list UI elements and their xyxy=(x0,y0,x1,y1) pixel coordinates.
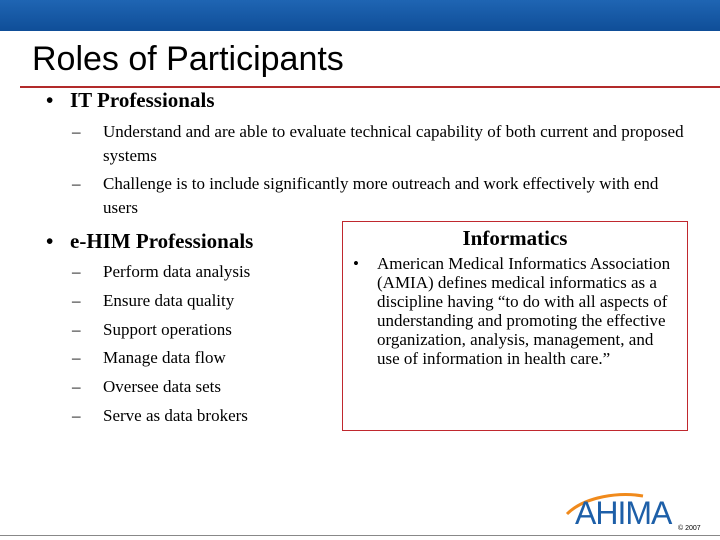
bullet-glyph: • xyxy=(353,254,359,273)
list-item-text: Perform data analysis xyxy=(103,262,251,281)
list-item xyxy=(72,120,692,168)
it-professionals-label: IT Professionals xyxy=(70,88,215,112)
it-professionals-heading xyxy=(46,88,215,113)
top-banner xyxy=(0,0,720,31)
dash-glyph: – xyxy=(72,262,81,281)
informatics-title: Informatics xyxy=(462,226,568,250)
dash-glyph: – xyxy=(72,174,81,193)
list-item-text: Support operations xyxy=(103,319,232,339)
it-professionals-list xyxy=(72,120,692,224)
ehim-professionals-list xyxy=(72,258,322,431)
bottom-rule xyxy=(0,535,720,536)
dash-glyph: – xyxy=(72,290,81,310)
dash-glyph: – xyxy=(72,405,81,425)
list-item-text: Manage data flow xyxy=(103,348,226,368)
bullet-glyph: • xyxy=(46,229,54,253)
list-item-text: Ensure data quality xyxy=(103,290,235,310)
ahima-logo xyxy=(565,488,700,528)
bullet-glyph: • xyxy=(46,88,54,112)
informatics-definition-text: American Medical Informatics Association (AMIA) defines medical informatics as a discipline having “to do with all aspects of understanding and promoting the effective organization, analysis, management, and use of information in health care.” xyxy=(377,254,671,368)
list-item-text: Understand and are able to evaluate technical capability of both current and proposed systems xyxy=(103,122,684,165)
dash-glyph: – xyxy=(72,319,81,339)
list-item xyxy=(72,316,322,345)
list-item xyxy=(72,373,322,402)
dash-glyph: – xyxy=(72,348,81,368)
list-item xyxy=(72,344,322,373)
dash-glyph: – xyxy=(72,377,81,397)
list-item xyxy=(72,172,692,220)
list-item-text: Challenge is to include significantly more outreach and work effectively with end users xyxy=(103,174,659,217)
ehim-professionals-label: e-HIM Professionals xyxy=(70,229,254,253)
informatics-callout-box xyxy=(342,221,688,431)
list-item-text: Serve as data brokers xyxy=(103,405,248,425)
list-item xyxy=(72,287,322,316)
logo-wordmark: AHIMA xyxy=(575,495,672,528)
list-item-text: Oversee data sets xyxy=(103,377,222,397)
informatics-definition xyxy=(353,254,673,368)
list-item xyxy=(72,258,322,287)
slide-title: Roles of Participants xyxy=(32,40,344,78)
ehim-professionals-heading xyxy=(46,229,253,254)
copyright-notice: © 2007 xyxy=(678,525,701,532)
dash-glyph: – xyxy=(72,122,81,141)
list-item xyxy=(72,402,322,431)
